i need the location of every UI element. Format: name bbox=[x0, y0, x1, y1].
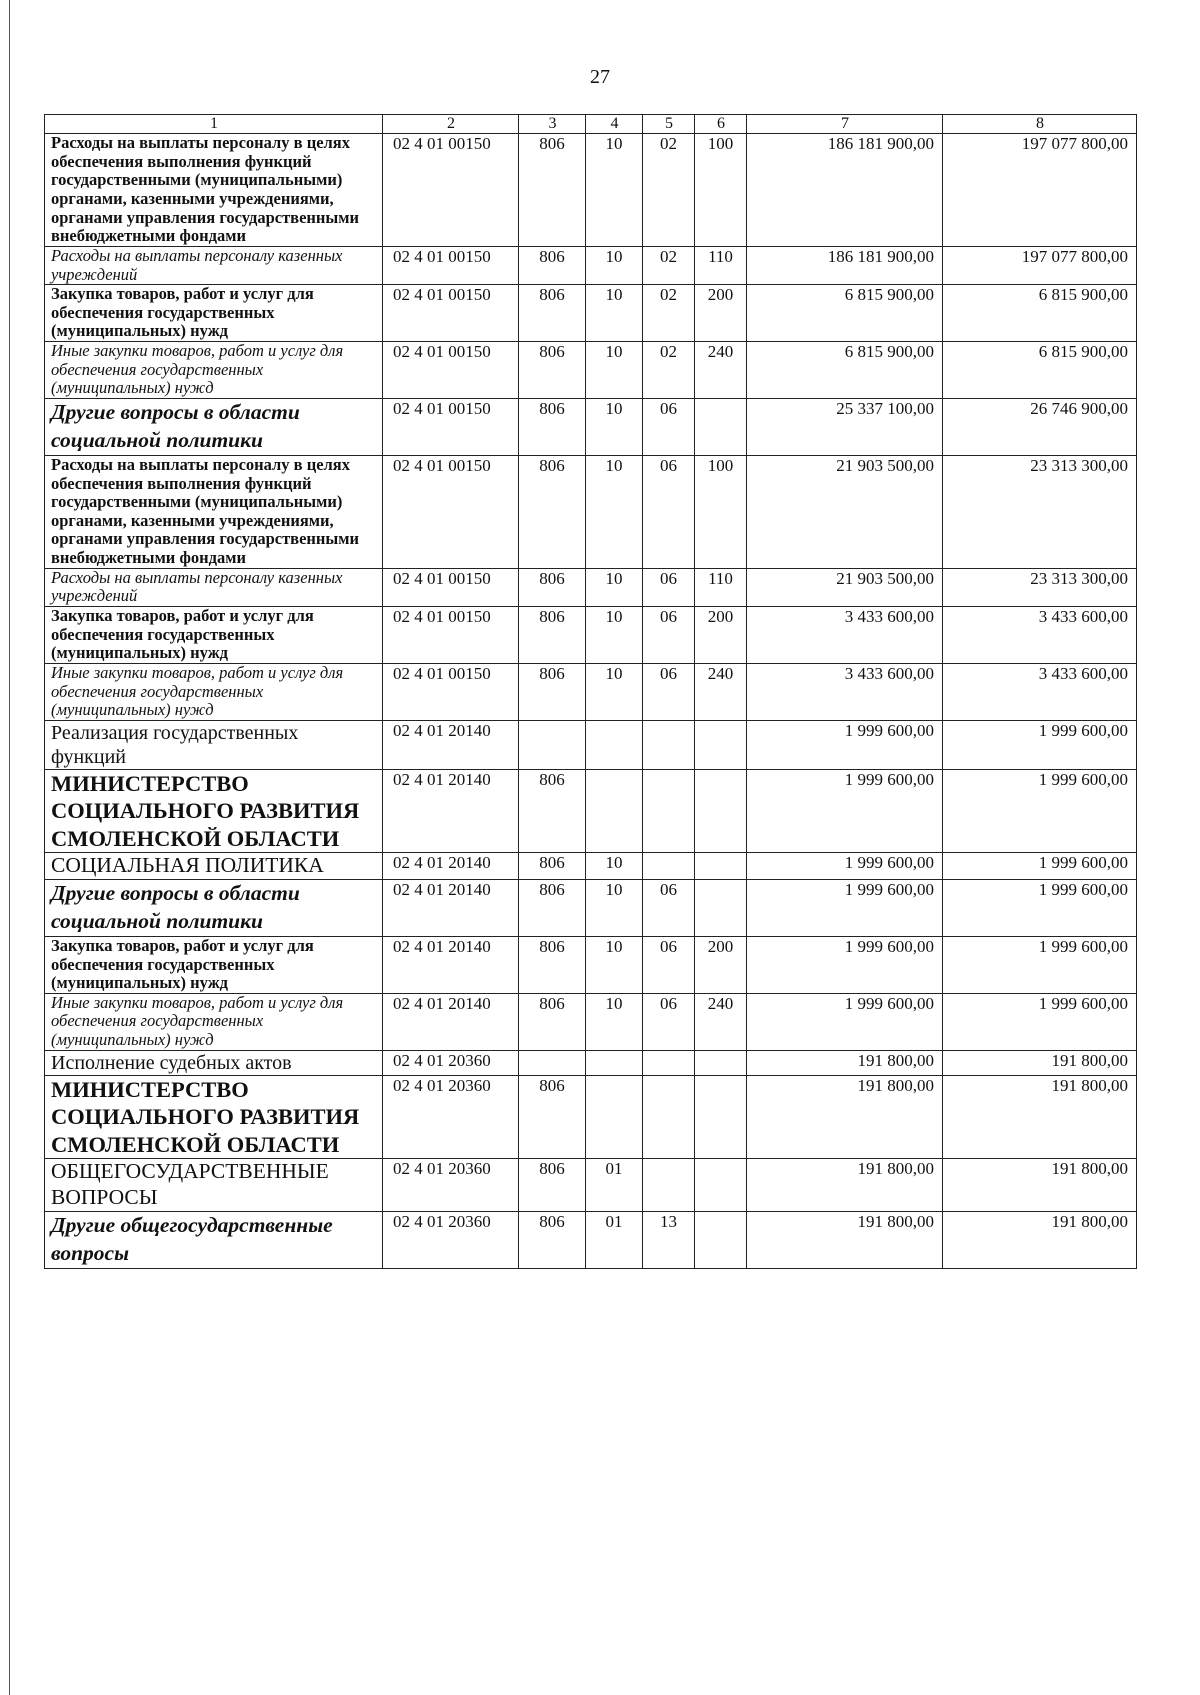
table-row bbox=[45, 399, 1137, 456]
amount-column-7: 186 181 900,00 bbox=[747, 246, 943, 284]
expense-type-code bbox=[695, 1050, 747, 1075]
row-name: Реализация государственных функций bbox=[45, 720, 383, 769]
ministry-code: 806 bbox=[519, 1211, 586, 1268]
row-name: Закупка товаров, работ и услуг для обеспечения государственных (муниципальных) нужд bbox=[45, 936, 383, 993]
subsection-code: 06 bbox=[643, 399, 695, 456]
section-code: 10 bbox=[586, 568, 643, 606]
expense-type-code bbox=[695, 769, 747, 852]
row-name: Иные закупки товаров, работ и услуг для обеспечения государственных (муниципальных) нужд bbox=[45, 342, 383, 399]
expense-type-code: 100 bbox=[695, 134, 747, 247]
expense-type-code: 200 bbox=[695, 607, 747, 664]
ministry-code: 806 bbox=[519, 769, 586, 852]
section-code: 10 bbox=[586, 134, 643, 247]
amount-column-7: 21 903 500,00 bbox=[747, 455, 943, 568]
subsection-code: 06 bbox=[643, 993, 695, 1050]
row-name: Закупка товаров, работ и услуг для обеспечения государственных (муниципальных) нужд bbox=[45, 607, 383, 664]
subsection-code bbox=[643, 1050, 695, 1075]
row-name: Расходы на выплаты персоналу казенных учреждений bbox=[45, 568, 383, 606]
expense-type-code: 200 bbox=[695, 285, 747, 342]
amount-column-7: 186 181 900,00 bbox=[747, 134, 943, 247]
target-article-code: 02 4 01 20140 bbox=[383, 880, 519, 937]
row-name: МИНИСТЕРСТВО СОЦИАЛЬНОГО РАЗВИТИЯ СМОЛЕНСКОЙ ОБЛАСТИ bbox=[45, 1075, 383, 1158]
amount-column-8: 1 999 600,00 bbox=[943, 880, 1137, 937]
amount-column-8: 3 433 600,00 bbox=[943, 663, 1137, 720]
amount-column-7: 1 999 600,00 bbox=[747, 720, 943, 769]
row-name: Расходы на выплаты персоналу в целях обеспечения выполнения функций государственными (муниципальными) органами, казенными учреждениями, органами управления государственными внебюджетными фондами bbox=[45, 134, 383, 247]
subsection-code: 06 bbox=[643, 880, 695, 937]
section-code: 10 bbox=[586, 285, 643, 342]
subsection-code: 06 bbox=[643, 607, 695, 664]
subsection-code: 02 bbox=[643, 342, 695, 399]
table-row bbox=[45, 607, 1137, 664]
section-code bbox=[586, 769, 643, 852]
subsection-code bbox=[643, 1159, 695, 1212]
row-name: Иные закупки товаров, работ и услуг для обеспечения государственных (муниципальных) нужд bbox=[45, 663, 383, 720]
amount-column-7: 6 815 900,00 bbox=[747, 342, 943, 399]
section-code: 01 bbox=[586, 1211, 643, 1268]
section-code: 10 bbox=[586, 853, 643, 880]
expense-type-code: 110 bbox=[695, 246, 747, 284]
ministry-code: 806 bbox=[519, 399, 586, 456]
column-number-row bbox=[45, 115, 1137, 134]
target-article-code: 02 4 01 20360 bbox=[383, 1159, 519, 1212]
amount-column-8: 1 999 600,00 bbox=[943, 853, 1137, 880]
amount-column-7: 191 800,00 bbox=[747, 1159, 943, 1212]
expense-type-code: 240 bbox=[695, 993, 747, 1050]
row-name: Иные закупки товаров, работ и услуг для обеспечения государственных (муниципальных) нужд bbox=[45, 993, 383, 1050]
section-code: 10 bbox=[586, 342, 643, 399]
subsection-code: 02 bbox=[643, 285, 695, 342]
row-name: Другие общегосударственные вопросы bbox=[45, 1211, 383, 1268]
row-name: ОБЩЕГОСУДАРСТВЕННЫЕ ВОПРОСЫ bbox=[45, 1159, 383, 1212]
ministry-code: 806 bbox=[519, 455, 586, 568]
column-header: 6 bbox=[695, 115, 747, 134]
amount-column-7: 1 999 600,00 bbox=[747, 853, 943, 880]
ministry-code: 806 bbox=[519, 246, 586, 284]
ministry-code: 806 bbox=[519, 993, 586, 1050]
expense-type-code: 200 bbox=[695, 936, 747, 993]
table-row bbox=[45, 134, 1137, 247]
subsection-code: 06 bbox=[643, 455, 695, 568]
expense-type-code bbox=[695, 720, 747, 769]
column-header: 2 bbox=[383, 115, 519, 134]
column-header: 1 bbox=[45, 115, 383, 134]
target-article-code: 02 4 01 00150 bbox=[383, 246, 519, 284]
section-code: 10 bbox=[586, 993, 643, 1050]
amount-column-7: 6 815 900,00 bbox=[747, 285, 943, 342]
amount-column-7: 191 800,00 bbox=[747, 1211, 943, 1268]
binding-line bbox=[9, 0, 10, 1695]
table-row bbox=[45, 1159, 1137, 1212]
row-name: СОЦИАЛЬНАЯ ПОЛИТИКА bbox=[45, 853, 383, 880]
table-row bbox=[45, 853, 1137, 880]
target-article-code: 02 4 01 00150 bbox=[383, 399, 519, 456]
table-row bbox=[45, 568, 1137, 606]
amount-column-7: 25 337 100,00 bbox=[747, 399, 943, 456]
ministry-code: 806 bbox=[519, 880, 586, 937]
target-article-code: 02 4 01 00150 bbox=[383, 663, 519, 720]
subsection-code: 06 bbox=[643, 663, 695, 720]
target-article-code: 02 4 01 20140 bbox=[383, 936, 519, 993]
target-article-code: 02 4 01 00150 bbox=[383, 285, 519, 342]
expense-type-code: 100 bbox=[695, 455, 747, 568]
table-row bbox=[45, 342, 1137, 399]
row-name: Расходы на выплаты персоналу казенных учреждений bbox=[45, 246, 383, 284]
ministry-code bbox=[519, 720, 586, 769]
amount-column-8: 191 800,00 bbox=[943, 1050, 1137, 1075]
section-code: 10 bbox=[586, 607, 643, 664]
table-row bbox=[45, 455, 1137, 568]
budget-table-body bbox=[45, 115, 1137, 1269]
section-code: 10 bbox=[586, 246, 643, 284]
subsection-code bbox=[643, 1075, 695, 1158]
target-article-code: 02 4 01 00150 bbox=[383, 134, 519, 247]
amount-column-8: 26 746 900,00 bbox=[943, 399, 1137, 456]
amount-column-7: 191 800,00 bbox=[747, 1075, 943, 1158]
subsection-code bbox=[643, 769, 695, 852]
table-row bbox=[45, 663, 1137, 720]
amount-column-8: 3 433 600,00 bbox=[943, 607, 1137, 664]
row-name: Другие вопросы в области социальной политики bbox=[45, 880, 383, 937]
target-article-code: 02 4 01 20360 bbox=[383, 1075, 519, 1158]
section-code: 10 bbox=[586, 399, 643, 456]
amount-column-8: 191 800,00 bbox=[943, 1159, 1137, 1212]
amount-column-8: 1 999 600,00 bbox=[943, 993, 1137, 1050]
column-header: 3 bbox=[519, 115, 586, 134]
section-code: 10 bbox=[586, 936, 643, 993]
ministry-code bbox=[519, 1050, 586, 1075]
expense-type-code: 110 bbox=[695, 568, 747, 606]
amount-column-8: 1 999 600,00 bbox=[943, 720, 1137, 769]
expense-type-code bbox=[695, 399, 747, 456]
ministry-code: 806 bbox=[519, 853, 586, 880]
table-row bbox=[45, 769, 1137, 852]
target-article-code: 02 4 01 20140 bbox=[383, 720, 519, 769]
page-number: 27 bbox=[590, 66, 610, 88]
subsection-code: 06 bbox=[643, 568, 695, 606]
column-header: 4 bbox=[586, 115, 643, 134]
section-code: 01 bbox=[586, 1159, 643, 1212]
column-header: 7 bbox=[747, 115, 943, 134]
target-article-code: 02 4 01 20140 bbox=[383, 853, 519, 880]
amount-column-8: 6 815 900,00 bbox=[943, 342, 1137, 399]
budget-table bbox=[44, 114, 1137, 1269]
section-code bbox=[586, 720, 643, 769]
row-name: МИНИСТЕРСТВО СОЦИАЛЬНОГО РАЗВИТИЯ СМОЛЕНСКОЙ ОБЛАСТИ bbox=[45, 769, 383, 852]
subsection-code bbox=[643, 853, 695, 880]
amount-column-7: 1 999 600,00 bbox=[747, 769, 943, 852]
subsection-code: 02 bbox=[643, 134, 695, 247]
expense-type-code bbox=[695, 1211, 747, 1268]
target-article-code: 02 4 01 00150 bbox=[383, 455, 519, 568]
target-article-code: 02 4 01 20360 bbox=[383, 1211, 519, 1268]
table-row bbox=[45, 993, 1137, 1050]
amount-column-7: 191 800,00 bbox=[747, 1050, 943, 1075]
column-header: 5 bbox=[643, 115, 695, 134]
amount-column-8: 23 313 300,00 bbox=[943, 568, 1137, 606]
ministry-code: 806 bbox=[519, 607, 586, 664]
section-code bbox=[586, 1075, 643, 1158]
amount-column-8: 23 313 300,00 bbox=[943, 455, 1137, 568]
amount-column-7: 1 999 600,00 bbox=[747, 936, 943, 993]
expense-type-code bbox=[695, 853, 747, 880]
amount-column-8: 197 077 800,00 bbox=[943, 134, 1137, 247]
target-article-code: 02 4 01 20360 bbox=[383, 1050, 519, 1075]
target-article-code: 02 4 01 00150 bbox=[383, 568, 519, 606]
table-row bbox=[45, 880, 1137, 937]
expense-type-code: 240 bbox=[695, 342, 747, 399]
amount-column-8: 191 800,00 bbox=[943, 1211, 1137, 1268]
amount-column-8: 1 999 600,00 bbox=[943, 769, 1137, 852]
expense-type-code: 240 bbox=[695, 663, 747, 720]
row-name: Исполнение судебных актов bbox=[45, 1050, 383, 1075]
ministry-code: 806 bbox=[519, 1159, 586, 1212]
amount-column-8: 6 815 900,00 bbox=[943, 285, 1137, 342]
target-article-code: 02 4 01 00150 bbox=[383, 342, 519, 399]
row-name: Закупка товаров, работ и услуг для обеспечения государственных (муниципальных) нужд bbox=[45, 285, 383, 342]
column-header: 8 bbox=[943, 115, 1137, 134]
table-row bbox=[45, 1075, 1137, 1158]
table-row bbox=[45, 1211, 1137, 1268]
amount-column-7: 1 999 600,00 bbox=[747, 993, 943, 1050]
amount-column-7: 3 433 600,00 bbox=[747, 663, 943, 720]
ministry-code: 806 bbox=[519, 663, 586, 720]
target-article-code: 02 4 01 00150 bbox=[383, 607, 519, 664]
amount-column-8: 197 077 800,00 bbox=[943, 246, 1137, 284]
ministry-code: 806 bbox=[519, 342, 586, 399]
table-row bbox=[45, 936, 1137, 993]
section-code: 10 bbox=[586, 663, 643, 720]
amount-column-7: 3 433 600,00 bbox=[747, 607, 943, 664]
subsection-code: 06 bbox=[643, 936, 695, 993]
ministry-code: 806 bbox=[519, 1075, 586, 1158]
table-row bbox=[45, 720, 1137, 769]
target-article-code: 02 4 01 20140 bbox=[383, 769, 519, 852]
expense-type-code bbox=[695, 1075, 747, 1158]
expense-type-code bbox=[695, 880, 747, 937]
subsection-code bbox=[643, 720, 695, 769]
subsection-code: 02 bbox=[643, 246, 695, 284]
ministry-code: 806 bbox=[519, 285, 586, 342]
row-name: Расходы на выплаты персоналу в целях обеспечения выполнения функций государственными (муниципальными) органами, казенными учреждениями, органами управления государственными внебюджетными фондами bbox=[45, 455, 383, 568]
table-row bbox=[45, 285, 1137, 342]
table-row bbox=[45, 246, 1137, 284]
ministry-code: 806 bbox=[519, 134, 586, 247]
amount-column-7: 21 903 500,00 bbox=[747, 568, 943, 606]
section-code bbox=[586, 1050, 643, 1075]
ministry-code: 806 bbox=[519, 568, 586, 606]
amount-column-8: 191 800,00 bbox=[943, 1075, 1137, 1158]
table-row bbox=[45, 1050, 1137, 1075]
row-name: Другие вопросы в области социальной политики bbox=[45, 399, 383, 456]
section-code: 10 bbox=[586, 455, 643, 568]
target-article-code: 02 4 01 20140 bbox=[383, 993, 519, 1050]
section-code: 10 bbox=[586, 880, 643, 937]
amount-column-8: 1 999 600,00 bbox=[943, 936, 1137, 993]
subsection-code: 13 bbox=[643, 1211, 695, 1268]
expense-type-code bbox=[695, 1159, 747, 1212]
ministry-code: 806 bbox=[519, 936, 586, 993]
amount-column-7: 1 999 600,00 bbox=[747, 880, 943, 937]
